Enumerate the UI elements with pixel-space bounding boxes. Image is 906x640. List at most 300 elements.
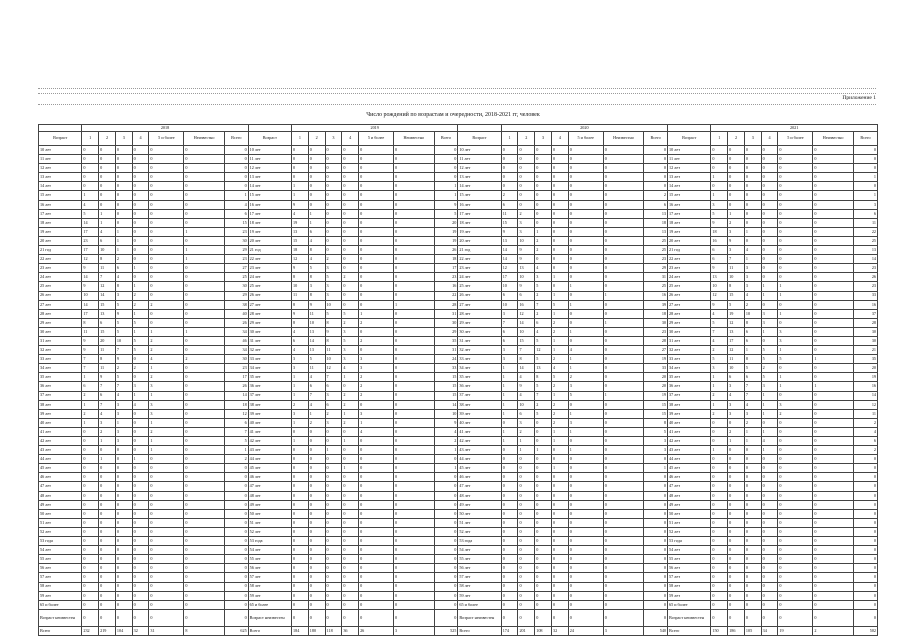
value-cell: 5 bbox=[761, 346, 778, 355]
value-cell: 0 bbox=[778, 155, 813, 164]
value-cell: 12 bbox=[501, 264, 518, 273]
total-cell: 0 bbox=[224, 555, 248, 564]
column-header: 2 bbox=[518, 132, 535, 146]
value-cell: 2 bbox=[359, 318, 394, 327]
total-cell: 0 bbox=[644, 500, 668, 509]
value-cell: 0 bbox=[744, 173, 761, 182]
value-cell: 0 bbox=[184, 273, 225, 282]
total-cell: 23 bbox=[224, 255, 248, 264]
value-cell: 0 bbox=[728, 446, 745, 455]
value-cell: 2 bbox=[711, 409, 728, 418]
value-cell: 7 bbox=[82, 364, 99, 373]
value-cell: 0 bbox=[325, 527, 342, 536]
value-cell: 1 bbox=[568, 409, 603, 418]
age-cell: 49 лет bbox=[248, 500, 291, 509]
value-cell: 0 bbox=[308, 455, 325, 464]
age-cell: 50 лет bbox=[668, 509, 711, 518]
value-cell: 0 bbox=[761, 336, 778, 345]
value-cell: 9 bbox=[728, 236, 745, 245]
value-cell: 0 bbox=[711, 164, 728, 173]
value-cell: 0 bbox=[342, 491, 359, 500]
age-cell: 58 лет bbox=[248, 582, 291, 591]
age-cell: 39 лет bbox=[248, 409, 291, 418]
value-cell: 0 bbox=[501, 509, 518, 518]
table-row bbox=[39, 255, 878, 264]
value-cell: 2 bbox=[325, 409, 342, 418]
total-cell: 0 bbox=[644, 518, 668, 527]
total-cell: 0 bbox=[224, 464, 248, 473]
dotted-rule-top bbox=[38, 88, 876, 89]
total-cell: 0 bbox=[853, 482, 877, 491]
table-row bbox=[39, 537, 878, 546]
value-cell: 0 bbox=[99, 527, 116, 536]
total-cell: 625 bbox=[224, 626, 248, 635]
value-cell: 1 bbox=[292, 382, 309, 391]
value-cell: 0 bbox=[535, 418, 552, 427]
value-cell: 1 bbox=[115, 236, 132, 245]
age-cell: 44 лет bbox=[248, 455, 291, 464]
value-cell: 0 bbox=[603, 327, 644, 336]
age-cell: 57 лет bbox=[248, 573, 291, 582]
age-cell: 29 лет bbox=[458, 318, 501, 327]
value-cell: 0 bbox=[149, 236, 184, 245]
total-cell: 0 bbox=[224, 473, 248, 482]
value-cell: 0 bbox=[568, 218, 603, 227]
total-cell: 0 bbox=[434, 509, 458, 518]
value-cell: 3 bbox=[744, 282, 761, 291]
value-cell: 0 bbox=[711, 482, 728, 491]
value-cell: 15 bbox=[99, 300, 116, 309]
value-cell: 14 bbox=[501, 246, 518, 255]
value-cell: 0 bbox=[778, 509, 813, 518]
age-cell: Всего bbox=[39, 626, 82, 635]
value-cell: 0 bbox=[359, 400, 394, 409]
value-cell: 0 bbox=[535, 555, 552, 564]
year-header-2020: 2020 bbox=[501, 125, 667, 132]
value-cell: 0 bbox=[325, 491, 342, 500]
value-cell: 0 bbox=[342, 173, 359, 182]
value-cell: 0 bbox=[744, 500, 761, 509]
value-cell: 0 bbox=[711, 564, 728, 573]
age-cell: 16 лет bbox=[39, 200, 82, 209]
value-cell: 0 bbox=[99, 464, 116, 473]
age-cell: 43 лет bbox=[39, 446, 82, 455]
value-cell: 0 bbox=[115, 182, 132, 191]
value-cell: 0 bbox=[568, 191, 603, 200]
value-cell: 17 bbox=[728, 336, 745, 345]
value-cell: 0 bbox=[292, 473, 309, 482]
value-cell: 0 bbox=[184, 518, 225, 527]
value-cell: 0 bbox=[778, 391, 813, 400]
value-cell: 0 bbox=[342, 573, 359, 582]
value-cell: 0 bbox=[603, 146, 644, 155]
value-cell: 0 bbox=[778, 455, 813, 464]
value-cell: 2 bbox=[184, 355, 225, 364]
value-cell: 9 bbox=[82, 346, 99, 355]
value-cell: 10 bbox=[99, 246, 116, 255]
value-cell: 0 bbox=[551, 255, 568, 264]
age-cell: 54 лет bbox=[248, 546, 291, 555]
age-cell: 48 лет bbox=[248, 491, 291, 500]
value-cell: 0 bbox=[308, 155, 325, 164]
value-cell: 0 bbox=[518, 509, 535, 518]
value-cell: 0 bbox=[325, 246, 342, 255]
value-cell: 0 bbox=[518, 518, 535, 527]
value-cell: 0 bbox=[568, 437, 603, 446]
value-cell: 0 bbox=[761, 564, 778, 573]
value-cell: 0 bbox=[501, 482, 518, 491]
value-cell: 0 bbox=[184, 391, 225, 400]
value-cell: 0 bbox=[325, 146, 342, 155]
value-cell: 36 bbox=[342, 626, 359, 635]
column-header: 4 bbox=[551, 132, 568, 146]
value-cell: 0 bbox=[813, 364, 854, 373]
value-cell: 14 bbox=[518, 318, 535, 327]
value-cell: 2 bbox=[149, 346, 184, 355]
value-cell: 2 bbox=[132, 291, 149, 300]
value-cell: 0 bbox=[778, 246, 813, 255]
value-cell: 0 bbox=[292, 537, 309, 546]
value-cell: 0 bbox=[761, 200, 778, 209]
age-cell: 20 лет bbox=[248, 236, 291, 245]
value-cell: 5 bbox=[761, 355, 778, 364]
age-cell: 22 лет bbox=[668, 255, 711, 264]
value-cell: 0 bbox=[603, 155, 644, 164]
value-cell: 3 bbox=[501, 346, 518, 355]
total-cell: 0 bbox=[644, 546, 668, 555]
column-header-row bbox=[39, 132, 878, 146]
value-cell: 0 bbox=[744, 609, 761, 626]
value-cell: 5 bbox=[535, 382, 552, 391]
value-cell: 0 bbox=[744, 564, 761, 573]
value-cell: 0 bbox=[115, 555, 132, 564]
value-cell: 0 bbox=[394, 227, 435, 236]
value-cell: 0 bbox=[132, 555, 149, 564]
value-cell: 0 bbox=[728, 164, 745, 173]
value-cell: 4 bbox=[292, 209, 309, 218]
value-cell: 0 bbox=[568, 482, 603, 491]
table-row bbox=[39, 182, 878, 191]
value-cell: 0 bbox=[761, 273, 778, 282]
value-cell: 0 bbox=[132, 200, 149, 209]
age-cell: 24 лет bbox=[458, 273, 501, 282]
value-cell: 6 bbox=[535, 318, 552, 327]
births-table bbox=[38, 124, 878, 636]
value-cell: 0 bbox=[813, 527, 854, 536]
value-cell: 0 bbox=[711, 609, 728, 626]
value-cell: 3 bbox=[292, 355, 309, 364]
value-cell: 0 bbox=[99, 200, 116, 209]
value-cell: 4 bbox=[149, 355, 184, 364]
age-cell: 25 лет bbox=[39, 282, 82, 291]
value-cell: 2 bbox=[342, 400, 359, 409]
value-cell: 5 bbox=[342, 336, 359, 345]
value-cell: 0 bbox=[568, 527, 603, 536]
age-cell: 32 лет bbox=[248, 346, 291, 355]
value-cell: 1 bbox=[778, 282, 813, 291]
value-cell: 0 bbox=[778, 546, 813, 555]
table-row bbox=[39, 364, 878, 373]
age-cell: 14 лет bbox=[668, 182, 711, 191]
value-cell: 1 bbox=[568, 355, 603, 364]
value-cell: 0 bbox=[394, 427, 435, 436]
total-cell: 0 bbox=[644, 146, 668, 155]
value-cell: 0 bbox=[518, 155, 535, 164]
age-cell: 35 лет bbox=[458, 373, 501, 382]
value-cell: 0 bbox=[728, 464, 745, 473]
value-cell: 0 bbox=[551, 200, 568, 209]
age-cell: 54 лет bbox=[39, 546, 82, 555]
value-cell: 0 bbox=[359, 509, 394, 518]
total-cell: 3 bbox=[644, 446, 668, 455]
total-cell: 1 bbox=[224, 191, 248, 200]
value-cell: 0 bbox=[394, 446, 435, 455]
value-cell: 31 bbox=[149, 626, 184, 635]
total-cell: 0 bbox=[224, 500, 248, 509]
total-cell: 4 bbox=[853, 427, 877, 436]
table-row bbox=[39, 209, 878, 218]
value-cell: 0 bbox=[132, 418, 149, 427]
value-cell: 0 bbox=[501, 518, 518, 527]
value-cell: 8 bbox=[518, 355, 535, 364]
total-cell: 37 bbox=[853, 309, 877, 318]
dotted-rule-bottom bbox=[38, 104, 876, 105]
age-cell: 25 лет bbox=[248, 282, 291, 291]
value-cell: 8 bbox=[728, 282, 745, 291]
total-cell: 0 bbox=[224, 573, 248, 582]
age-cell: 37 лет bbox=[39, 391, 82, 400]
total-cell: 1 bbox=[853, 173, 877, 182]
value-cell: 0 bbox=[325, 518, 342, 527]
value-cell: 2 bbox=[813, 626, 854, 635]
value-cell: 0 bbox=[325, 227, 342, 236]
value-cell: 0 bbox=[342, 537, 359, 546]
value-cell: 0 bbox=[325, 546, 342, 555]
value-cell: 0 bbox=[728, 546, 745, 555]
value-cell: 0 bbox=[394, 573, 435, 582]
value-cell: 3 bbox=[359, 364, 394, 373]
value-cell: 2 bbox=[359, 336, 394, 345]
value-cell: 10 bbox=[115, 336, 132, 345]
value-cell: 1 bbox=[292, 191, 309, 200]
value-cell: 0 bbox=[728, 591, 745, 600]
value-cell: 0 bbox=[99, 491, 116, 500]
value-cell: 0 bbox=[325, 236, 342, 245]
total-cell: 0 bbox=[224, 609, 248, 626]
value-cell: 14 bbox=[518, 364, 535, 373]
column-header: 1 bbox=[292, 132, 309, 146]
age-cell: 11 лет bbox=[39, 155, 82, 164]
value-cell: 3 bbox=[325, 391, 342, 400]
total-cell: 9 bbox=[434, 418, 458, 427]
age-cell: 13 лет bbox=[668, 173, 711, 182]
value-cell: 0 bbox=[184, 573, 225, 582]
value-cell: 0 bbox=[501, 537, 518, 546]
value-cell: 0 bbox=[308, 509, 325, 518]
value-cell: 2 bbox=[518, 427, 535, 436]
value-cell: 0 bbox=[132, 273, 149, 282]
age-cell: 21 год bbox=[668, 246, 711, 255]
value-cell: 0 bbox=[518, 609, 535, 626]
value-cell: 0 bbox=[603, 464, 644, 473]
total-cell: 1 bbox=[434, 191, 458, 200]
value-cell: 4 bbox=[82, 200, 99, 209]
total-cell: 0 bbox=[434, 455, 458, 464]
value-cell: 0 bbox=[394, 564, 435, 573]
value-cell: 0 bbox=[359, 582, 394, 591]
value-cell: 186 bbox=[728, 626, 745, 635]
value-cell: 0 bbox=[761, 255, 778, 264]
value-cell: 0 bbox=[535, 600, 552, 609]
value-cell: 2 bbox=[149, 336, 184, 345]
value-cell: 0 bbox=[99, 482, 116, 491]
age-cell: 38 лет bbox=[39, 400, 82, 409]
value-cell: 104 bbox=[115, 626, 132, 635]
value-cell: 0 bbox=[115, 455, 132, 464]
value-cell: 0 bbox=[342, 473, 359, 482]
value-cell: 0 bbox=[813, 146, 854, 155]
value-cell: 0 bbox=[99, 573, 116, 582]
value-cell: 0 bbox=[115, 500, 132, 509]
total-cell: 0 bbox=[644, 155, 668, 164]
age-cell: 33 лет bbox=[248, 355, 291, 364]
value-cell: 0 bbox=[568, 309, 603, 318]
value-cell: 10 bbox=[325, 300, 342, 309]
age-cell: 54 лет bbox=[668, 546, 711, 555]
total-cell: 0 bbox=[224, 582, 248, 591]
value-cell: 7 bbox=[744, 382, 761, 391]
value-cell: 0 bbox=[568, 318, 603, 327]
age-cell: 47 лет bbox=[458, 482, 501, 491]
value-cell: 34 bbox=[761, 626, 778, 635]
total-cell: 0 bbox=[853, 491, 877, 500]
value-cell: 8 bbox=[115, 282, 132, 291]
total-cell: 0 bbox=[224, 527, 248, 536]
value-cell: 0 bbox=[184, 409, 225, 418]
value-cell: 0 bbox=[132, 518, 149, 527]
value-cell: 0 bbox=[394, 437, 435, 446]
value-cell: 0 bbox=[82, 491, 99, 500]
value-cell: 0 bbox=[568, 609, 603, 626]
age-cell: 25 лет bbox=[458, 282, 501, 291]
value-cell: 7 bbox=[115, 346, 132, 355]
age-cell: 25 лет bbox=[668, 282, 711, 291]
value-cell: 0 bbox=[99, 164, 116, 173]
value-cell: 0 bbox=[518, 573, 535, 582]
total-cell: 0 bbox=[434, 473, 458, 482]
value-cell: 0 bbox=[568, 227, 603, 236]
total-cell: 0 bbox=[644, 600, 668, 609]
value-cell: 5 bbox=[308, 355, 325, 364]
value-cell: 0 bbox=[813, 609, 854, 626]
value-cell: 0 bbox=[813, 327, 854, 336]
value-cell: 0 bbox=[184, 191, 225, 200]
value-cell: 0 bbox=[184, 200, 225, 209]
value-cell: 0 bbox=[501, 182, 518, 191]
column-header: Возраст bbox=[668, 132, 711, 146]
value-cell: 0 bbox=[551, 164, 568, 173]
age-cell: 38 лет bbox=[248, 400, 291, 409]
value-cell: 0 bbox=[551, 555, 568, 564]
value-cell: 0 bbox=[744, 518, 761, 527]
value-cell: 0 bbox=[292, 609, 309, 626]
value-cell: 0 bbox=[342, 427, 359, 436]
value-cell: 1 bbox=[778, 373, 813, 382]
value-cell: 1 bbox=[359, 309, 394, 318]
age-cell: 16 лет bbox=[458, 200, 501, 209]
value-cell: 0 bbox=[603, 255, 644, 264]
value-cell: 0 bbox=[308, 164, 325, 173]
total-cell: 2 bbox=[853, 446, 877, 455]
value-cell: 0 bbox=[813, 546, 854, 555]
value-cell: 0 bbox=[744, 209, 761, 218]
age-cell: 40 лет bbox=[458, 418, 501, 427]
age-cell: 37 лет bbox=[248, 391, 291, 400]
value-cell: 0 bbox=[551, 591, 568, 600]
value-cell: 0 bbox=[359, 537, 394, 546]
value-cell: 0 bbox=[535, 473, 552, 482]
value-cell: 0 bbox=[82, 427, 99, 436]
value-cell: 0 bbox=[184, 146, 225, 155]
total-cell: 25 bbox=[644, 282, 668, 291]
table-row bbox=[39, 391, 878, 400]
value-cell: 0 bbox=[115, 200, 132, 209]
total-cell: 38 bbox=[224, 300, 248, 309]
value-cell: 0 bbox=[342, 218, 359, 227]
value-cell: 0 bbox=[813, 509, 854, 518]
value-cell: 0 bbox=[359, 446, 394, 455]
table-row bbox=[39, 191, 878, 200]
age-cell: 44 лет bbox=[39, 455, 82, 464]
total-cell: 29 bbox=[224, 246, 248, 255]
value-cell: 6 bbox=[711, 246, 728, 255]
age-cell: 52 лет bbox=[668, 527, 711, 536]
value-cell: 0 bbox=[132, 409, 149, 418]
value-cell: 0 bbox=[761, 218, 778, 227]
value-cell: 0 bbox=[778, 264, 813, 273]
value-cell: 0 bbox=[501, 573, 518, 582]
value-cell: 0 bbox=[568, 473, 603, 482]
total-cell: 0 bbox=[853, 527, 877, 536]
value-cell: 1 bbox=[501, 400, 518, 409]
value-cell: 0 bbox=[342, 255, 359, 264]
value-cell: 10 bbox=[728, 273, 745, 282]
total-cell: 23 bbox=[224, 227, 248, 236]
age-cell: 37 лет bbox=[668, 391, 711, 400]
age-cell: 28 лет bbox=[458, 309, 501, 318]
value-cell: 12 bbox=[535, 346, 552, 355]
value-cell: 0 bbox=[535, 609, 552, 626]
value-cell: 0 bbox=[711, 573, 728, 582]
value-cell: 0 bbox=[744, 446, 761, 455]
total-cell: 33 bbox=[644, 364, 668, 373]
age-cell: 32 лет bbox=[39, 346, 82, 355]
total-cell: 0 bbox=[853, 155, 877, 164]
value-cell: 0 bbox=[744, 482, 761, 491]
value-cell: 6 bbox=[325, 400, 342, 409]
value-cell: 0 bbox=[115, 146, 132, 155]
value-cell: 0 bbox=[535, 482, 552, 491]
value-cell: 0 bbox=[184, 427, 225, 436]
value-cell: 0 bbox=[568, 582, 603, 591]
value-cell: 0 bbox=[603, 527, 644, 536]
value-cell: 0 bbox=[184, 155, 225, 164]
age-cell: 44 лет bbox=[458, 455, 501, 464]
value-cell: 0 bbox=[308, 573, 325, 582]
value-cell: 0 bbox=[132, 355, 149, 364]
table-row bbox=[39, 418, 878, 427]
value-cell: 0 bbox=[184, 336, 225, 345]
